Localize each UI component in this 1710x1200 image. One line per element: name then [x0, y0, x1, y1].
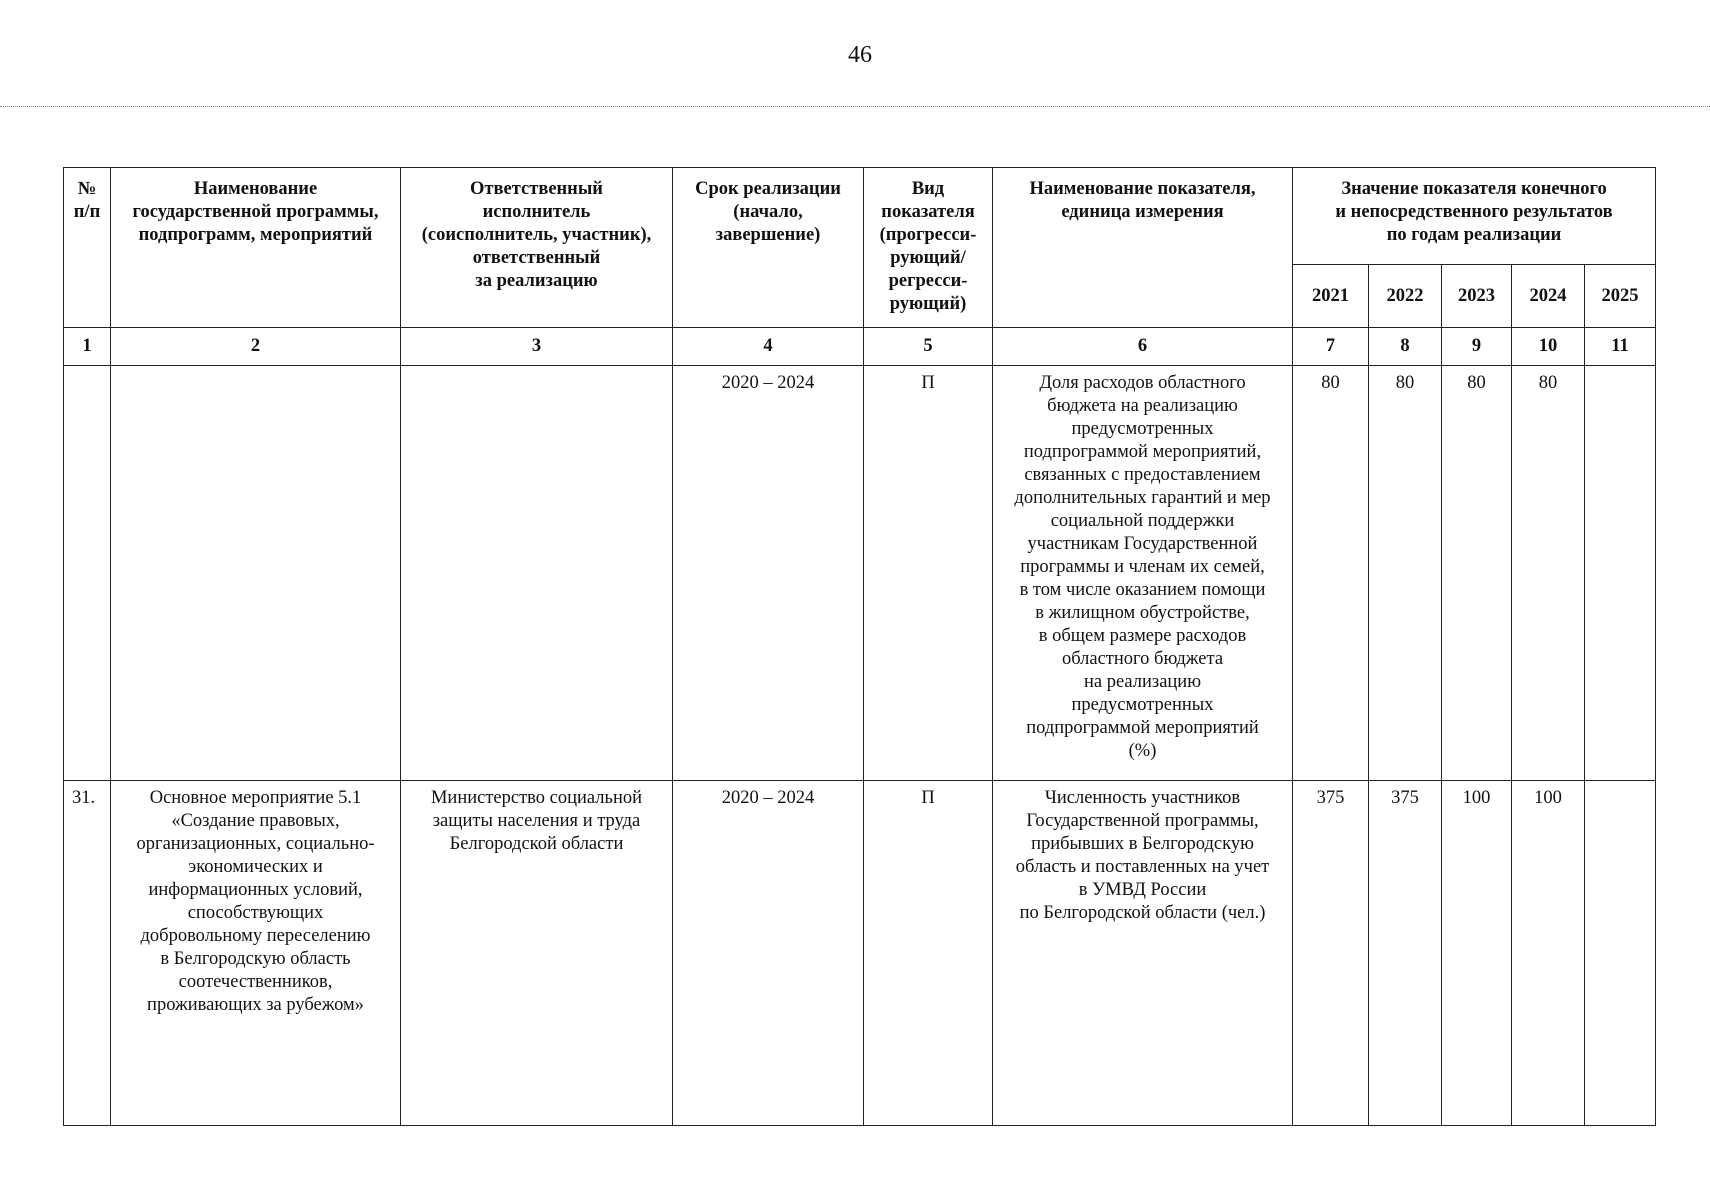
row-num: 31. [64, 781, 111, 1126]
row-period: 2020 – 2024 [673, 781, 864, 1126]
header-year: 2025 [1585, 265, 1656, 328]
row-responsible [401, 366, 673, 781]
column-number: 5 [864, 328, 993, 366]
row-value-2021: 375 [1293, 781, 1369, 1126]
row-value-2021: 80 [1293, 366, 1369, 781]
row-indicator-type: П [864, 781, 993, 1126]
row-value-2023: 100 [1442, 781, 1512, 1126]
row-num [64, 366, 111, 781]
row-value-2024: 80 [1512, 366, 1585, 781]
row-value-2025 [1585, 781, 1656, 1126]
row-period: 2020 – 2024 [673, 366, 864, 781]
row-indicator-type: П [864, 366, 993, 781]
header-year: 2022 [1369, 265, 1442, 328]
row-value-2024: 100 [1512, 781, 1585, 1126]
column-number: 2 [111, 328, 401, 366]
column-number: 10 [1512, 328, 1585, 366]
column-number: 1 [64, 328, 111, 366]
header-row [64, 168, 1656, 265]
page-number: 46 [848, 42, 872, 68]
column-number: 6 [993, 328, 1293, 366]
header-responsible: Ответственный исполнитель (соисполнитель, участник), ответственный за реализацию [401, 168, 673, 328]
row-value-2025 [1585, 366, 1656, 781]
table-row [64, 366, 1656, 781]
header-year: 2023 [1442, 265, 1512, 328]
row-program-name [111, 366, 401, 781]
row-value-2022: 80 [1369, 366, 1442, 781]
column-number: 4 [673, 328, 864, 366]
column-number: 8 [1369, 328, 1442, 366]
header-year: 2024 [1512, 265, 1585, 328]
row-value-2023: 80 [1442, 366, 1512, 781]
row-value-2022: 375 [1369, 781, 1442, 1126]
header-num: № п/п [64, 168, 111, 328]
scan-artifact-line [0, 106, 1710, 107]
header-indicator-name: Наименование показателя, единица измерения [993, 168, 1293, 328]
header-program-name: Наименование государственной программы, подпрограмм, мероприятий [111, 168, 401, 328]
row-indicator-name: Численность участников Государственной программы, прибывших в Белгородскую область и поставленных на учет в УМВД России по Белгородской области (чел.) [993, 781, 1293, 1126]
header-indicator-type: Вид показателя (прогресси- рующий/ регресси- рующий) [864, 168, 993, 328]
column-number: 11 [1585, 328, 1656, 366]
column-number-row [64, 328, 1656, 366]
header-period: Срок реализации (начало, завершение) [673, 168, 864, 328]
row-program-name: Основное мероприятие 5.1 «Создание правовых, организационных, социально- экономических и информационных условий, способствующих добровольному переселению в Белгородскую область соотечественников, проживающих за рубежом» [111, 781, 401, 1126]
column-number: 9 [1442, 328, 1512, 366]
indicator-table [63, 167, 1656, 1126]
header-year: 2021 [1293, 265, 1369, 328]
row-responsible: Министерство социальной защиты населения и труда Белгородской области [401, 781, 673, 1126]
row-indicator-name: Доля расходов областного бюджета на реализацию предусмотренных подпрограммой мероприятий, связанных с предоставлением дополнительных гарантий и мер социальной поддержки участникам Государственной программы и членам их семей, в том числе оказанием помощи в жилищном обустройстве, в общем размере расходов областного бюджета на реализацию предусмотренных подпрограммой мероприятий (%) [993, 366, 1293, 781]
column-number: 3 [401, 328, 673, 366]
header-values-group: Значение показателя конечного и непосредственного результатов по годам реализации [1293, 168, 1656, 265]
column-number: 7 [1293, 328, 1369, 366]
table-row [64, 781, 1656, 1126]
